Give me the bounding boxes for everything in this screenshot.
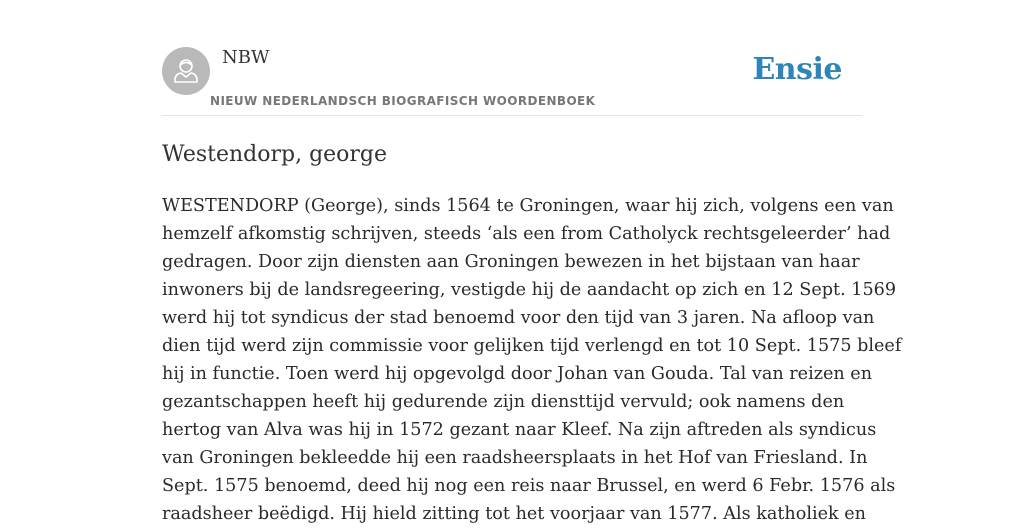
article-container bbox=[162, 0, 902, 524]
brand-logo[interactable]: Ensie bbox=[752, 52, 842, 87]
article-text-line: gedragen. Door zijn diensten aan Groningen bewezen in het bijstaan van haar bbox=[162, 252, 860, 272]
article-text-line: raadsheer beëdigd. Hij hield zitting tot het voorjaar van 1577. Als katholiek en bbox=[162, 504, 867, 524]
article-text-line: hemzelf afkomstig schrijven, steeds ‘als een from Catholyck rechtsgeleerder’ had bbox=[162, 224, 891, 244]
article-text-line: WESTENDORP (George), sinds 1564 te Groningen, waar hij zich, volgens een van bbox=[162, 196, 894, 216]
article-text-line: werd hij tot syndicus der stad benoemd voor den tijd van 3 jaren. Na afloop van bbox=[162, 308, 875, 328]
article-text-line: hij in functie. Toen werd hij opgevolgd door Johan van Gouda. Tal van reizen en bbox=[162, 364, 873, 384]
user-icon bbox=[162, 47, 210, 95]
article-text-line: inwoners bij de landsregeering, vestigde hij de aandacht op zich en 12 Sept. 1569 bbox=[162, 280, 897, 300]
avatar[interactable] bbox=[162, 47, 210, 95]
source-abbreviation[interactable]: NBW bbox=[222, 47, 270, 68]
article-text-line: dien tijd werd zijn commissie voor gelijken tijd verlengd en tot 10 Sept. 1575 bleef bbox=[162, 336, 902, 356]
article-text-line: gezantschappen heeft hij gedurende zijn diensttijd vervuld; ook namens den bbox=[162, 392, 845, 412]
article-text-line: Sept. 1575 benoemd, deed hij nog een reis naar Brussel, en werd 6 Febr. 1576 als bbox=[162, 476, 896, 496]
page-title: Westendorp, george bbox=[162, 142, 388, 167]
source-full-name: NIEUW NEDERLANDSCH BIOGRAFISCH WOORDENBOEK bbox=[210, 94, 596, 108]
source-header bbox=[162, 0, 862, 116]
article-text-line: hertog van Alva was hij in 1572 gezant naar Kleef. Na zijn aftreden als syndicus bbox=[162, 420, 877, 440]
article-body bbox=[162, 192, 902, 528]
article-text-line: van Groningen bekleedde hij een raadsheersplaats in het Hof van Friesland. In bbox=[162, 448, 868, 468]
